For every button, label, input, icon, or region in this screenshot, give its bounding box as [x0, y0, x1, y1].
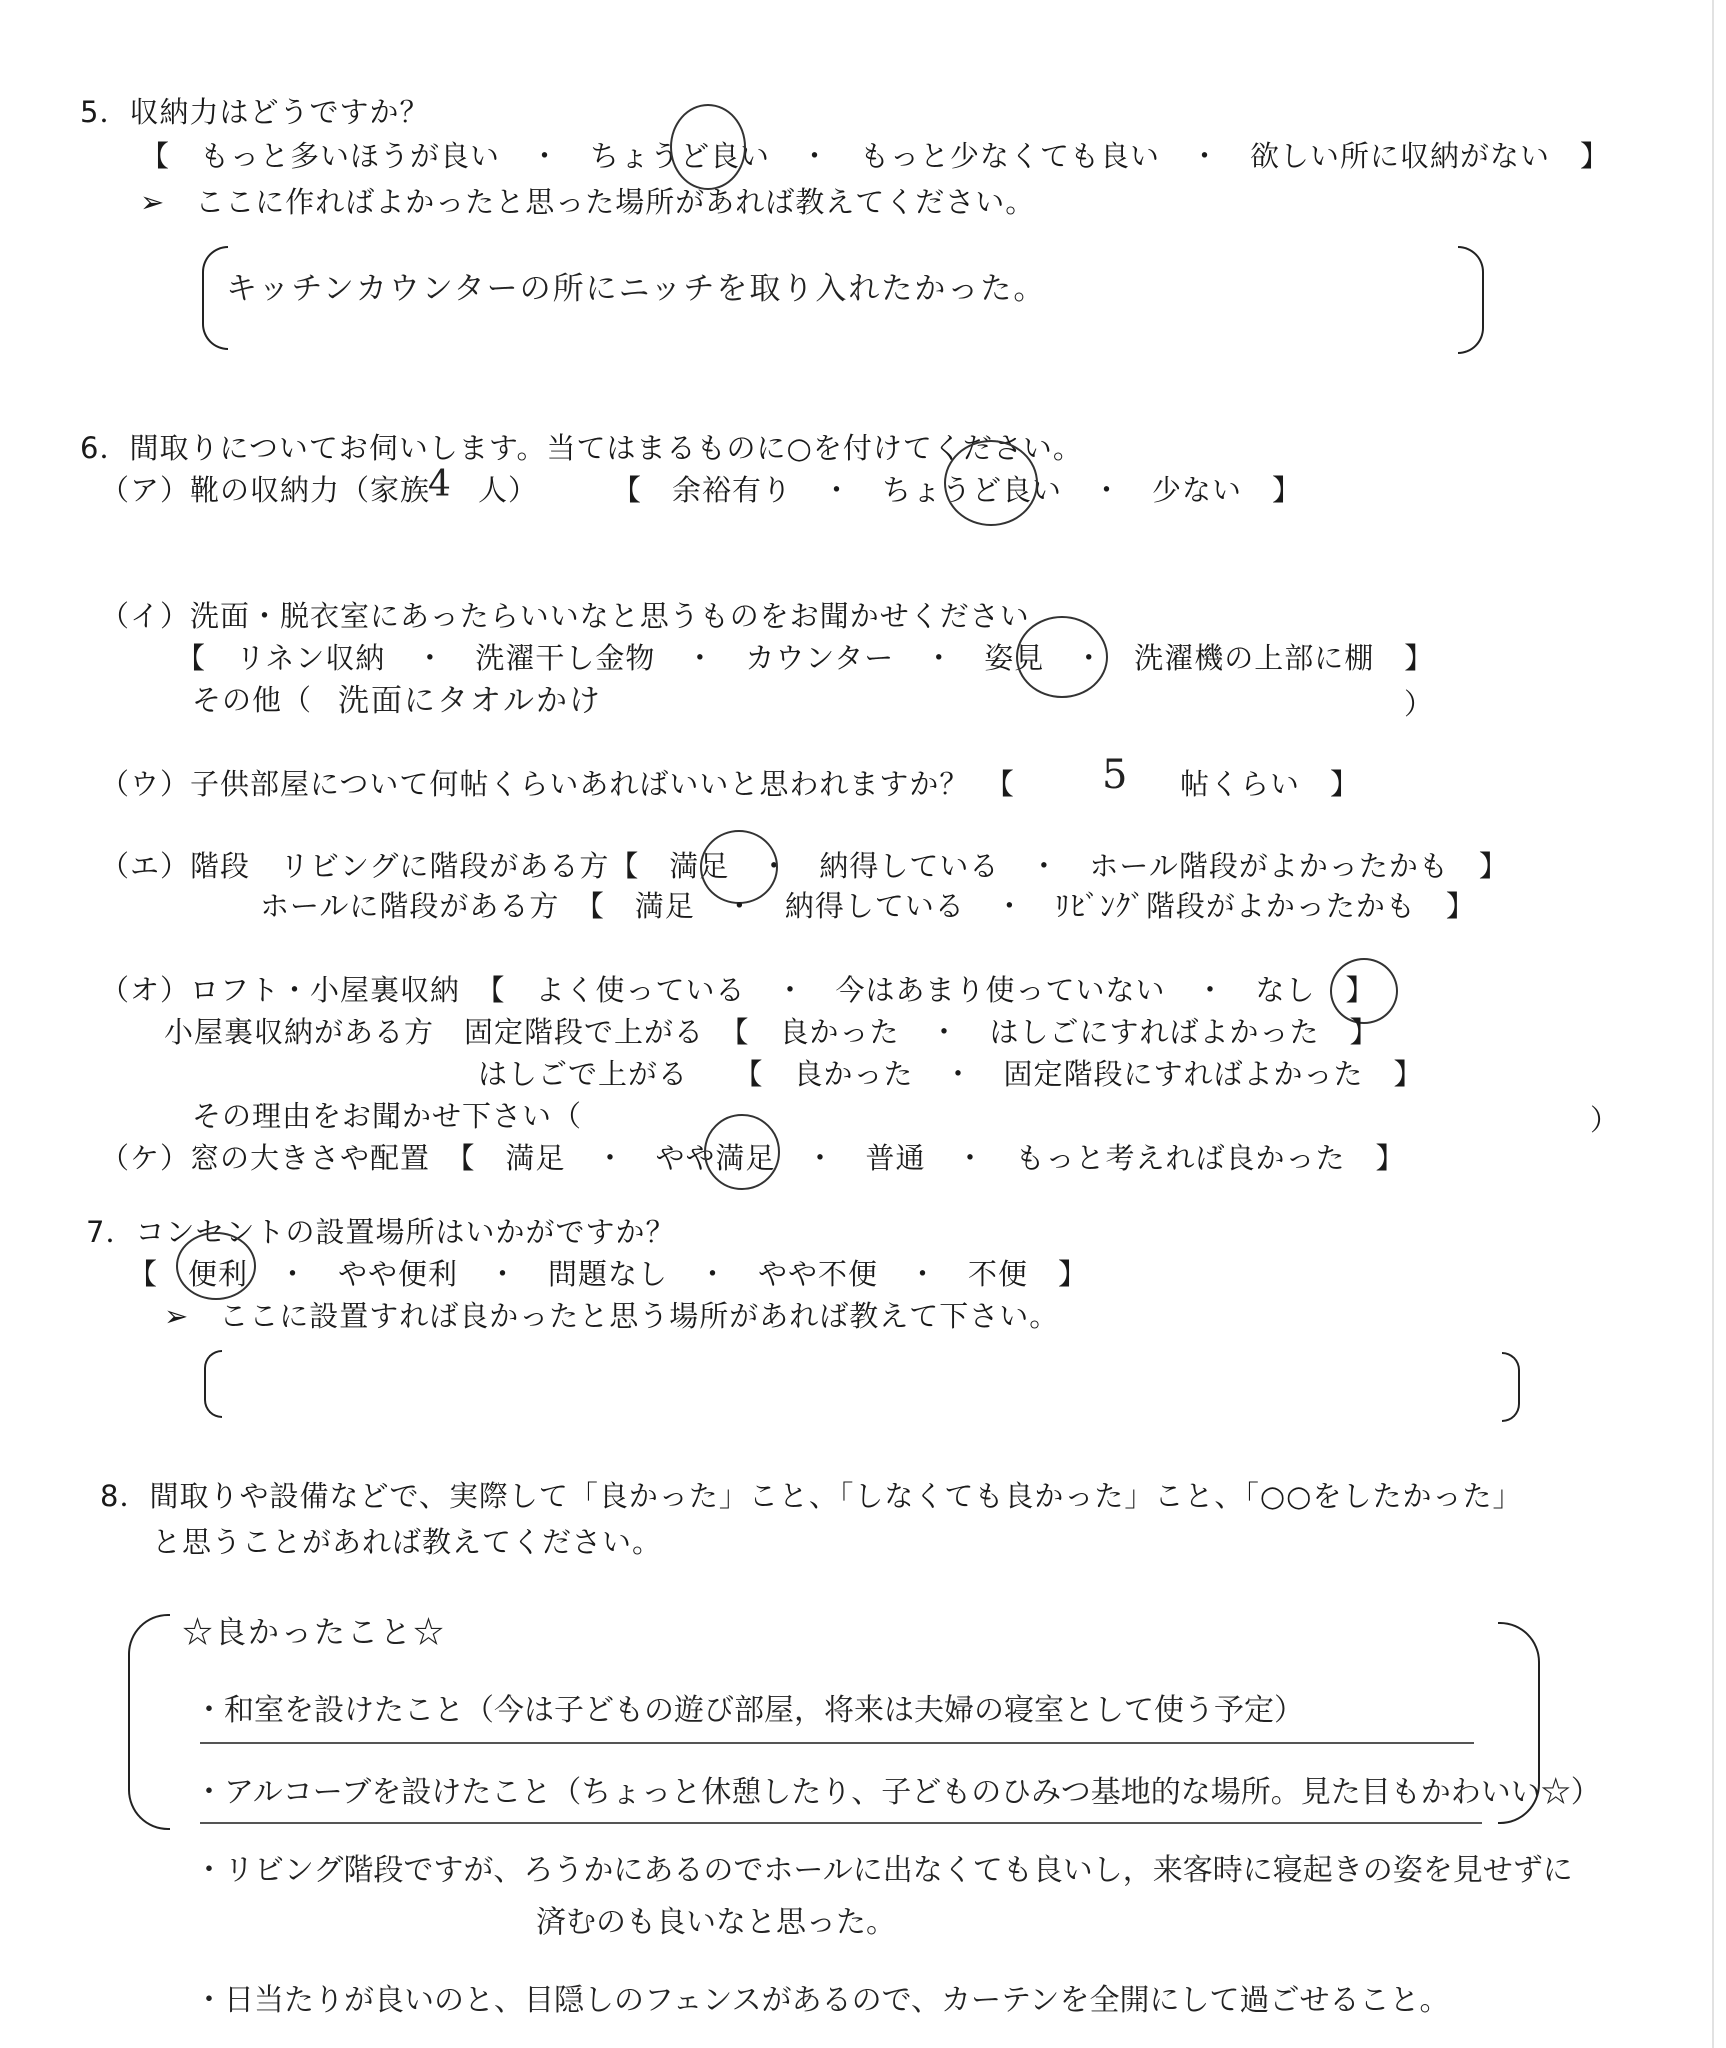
q6-a-label: （ア）靴の収納力（家族	[100, 473, 431, 507]
q6-o-fixed: 小屋裏収納がある方 固定階段で上がる 【 良かった ・ はしごにすればよかった 】	[164, 1015, 1380, 1049]
q6-u-suffix: 帖くらい 】	[1180, 767, 1361, 801]
q6-u-label: （ウ）子供部屋について何帖くらいあればいいと思われますか？ 【	[100, 767, 1015, 801]
q6-i-other-close: ）	[1404, 687, 1435, 721]
q6-i-label: （イ）洗面・脱衣室にあったらいいなと思うものをお聞かせください	[100, 599, 1030, 633]
q6-ke-choice-circle	[704, 1114, 780, 1190]
q5-options: 【 もっと多いほうが良い ・ ちょうど良い ・ もっと少なくても良い ・ 欲しい所に収納がない 】	[140, 139, 1611, 173]
q8-line1: ・和室を設けたこと（今は子どもの遊び部屋，将来は夫婦の寝室として使う予定）	[194, 1693, 1304, 1728]
q6-u-answer: 5	[1102, 752, 1130, 798]
q8-title2: と思うことがあれば教えてください。	[152, 1525, 663, 1559]
q7-title: 7．コンセントの設置場所はいかがですか？	[86, 1215, 676, 1249]
q8-answer-bracket-left	[128, 1614, 170, 1830]
q5-choice-circle	[670, 104, 746, 190]
q6-i-other-label: その他（	[192, 683, 313, 717]
q7-answer-bracket-left	[204, 1350, 222, 1418]
q7-choice-circle	[176, 1232, 256, 1300]
q7-answer-bracket-right	[1502, 1352, 1520, 1422]
page-edge	[1712, 0, 1714, 2048]
q8-line3b: 済むのも良いなと思った。	[536, 1905, 896, 1940]
q8-line4: ・日当たりが良いのと、目隠しのフェンスがあるので、カーテンを全開にして過ごせること。	[194, 1983, 1450, 2018]
q5-prompt: ➢ ここに作ればよかったと思った場所があれば教えてください。	[140, 185, 1036, 219]
q6-i-choice-circle	[1016, 616, 1108, 698]
q6-e-hall: ホールに階段がある方 【 満足 ・ 納得している ・ ﾘﾋﾞﾝｸﾞ階段がよかったかも 】	[260, 889, 1476, 923]
q8-line2: ・アルコーブを設けたこと（ちょっと休憩したり、子どものひみつ基地的な場所。見た目もかわいい☆）	[194, 1775, 1601, 1810]
q6-i-other-answer: 洗面にタオルかけ	[338, 683, 602, 719]
q6-o-label: （オ）ロフト・小屋裏収納 【 よく使っている ・ 今はあまり使っていない ・ なし 】	[100, 973, 1376, 1007]
q5-answer: キッチンカウンターの所にニッチを取り入れたかった。	[226, 271, 1047, 307]
q8-line3: ・リビング階段ですが、ろうかにあるのでホールに出なくても良いし，来客時に寝起きの姿を見せずに	[194, 1853, 1573, 1888]
q6-a-choice-circle	[944, 440, 1038, 526]
q6-a-options: 【 余裕有り ・ ちょうど良い ・ 少ない 】	[612, 473, 1303, 507]
q8-heading: ☆良かったこと☆	[182, 1615, 446, 1651]
q6-title: 6．間取りについてお伺いします。当てはまるものに○を付けてください。	[80, 431, 1083, 465]
q6-o-ladder: はしごで上がる 【 良かった ・ 固定階段にすればよかった 】	[478, 1057, 1424, 1091]
q6-o-reason-open: その理由をお聞かせ下さい（	[192, 1099, 583, 1133]
q8-line2-underline	[200, 1822, 1482, 1824]
q6-i-options: 【 リネン収納 ・ 洗濯干し金物 ・ カウンター ・ 姿見 ・ 洗濯機の上部に棚 】	[176, 641, 1435, 675]
q7-prompt: ➢ ここに設置すれば良かったと思う場所があれば教えて下さい。	[164, 1299, 1060, 1333]
q7-options: 【 便利 ・ やや便利 ・ 問題なし ・ やや不便 ・ 不便 】	[128, 1257, 1089, 1291]
q5-title: 5．収納力はどうですか？	[80, 95, 430, 129]
q6-a-family-count: 4	[428, 464, 453, 505]
q5-answer-bracket-right	[1458, 246, 1484, 354]
q8-line1-underline	[200, 1742, 1474, 1744]
q6-e-label: （エ）階段 リビングに階段がある方【 満足 ・ 納得している ・ ホール階段がよかったかも 】	[100, 849, 1509, 883]
q6-ke-label: （ケ）窓の大きさや配置 【 満足 ・ やや満足 ・ 普通 ・ もっと考えれば良かった 】	[100, 1141, 1406, 1175]
q6-a-unit: 人）	[478, 473, 539, 507]
q5-answer-bracket-left	[202, 246, 228, 350]
q8-title: 8．間取りや設備などで、実際して「良かった」こと、「しなくても良かった」こと、「○○をしたかった」	[100, 1479, 1523, 1513]
q6-o-reason-close: ）	[1590, 1103, 1621, 1137]
